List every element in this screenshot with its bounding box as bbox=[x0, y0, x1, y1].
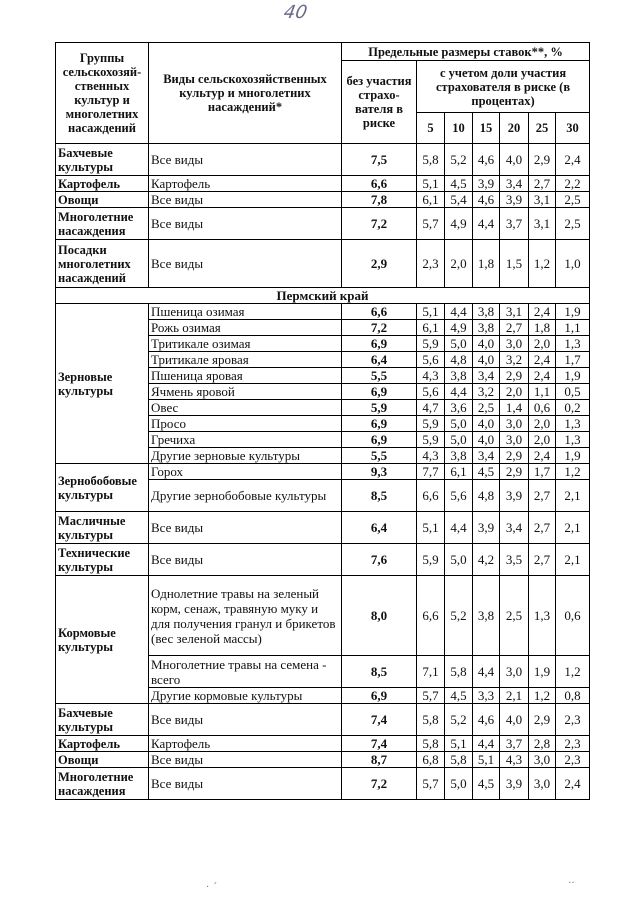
rate-cell: 4,2 bbox=[473, 544, 500, 576]
rate-cell: 5,1 bbox=[417, 512, 445, 544]
rate-cell: 5,6 bbox=[417, 352, 445, 368]
rate-cell: 5,8 bbox=[445, 656, 473, 688]
table-row bbox=[56, 144, 590, 176]
rate-cell: 0,8 bbox=[556, 688, 590, 704]
rate-cell: 0,2 bbox=[556, 400, 590, 416]
rate-cell: 1,8 bbox=[473, 240, 500, 288]
rate-cell: 2,0 bbox=[529, 336, 556, 352]
group-cell: Бахчевые культуры bbox=[56, 144, 149, 176]
rate-cell: 4,0 bbox=[500, 144, 529, 176]
rate-cell: 3,4 bbox=[500, 176, 529, 192]
rate-cell: 5,0 bbox=[445, 336, 473, 352]
rate-cell: 1,2 bbox=[529, 688, 556, 704]
crop-cell: Горох bbox=[149, 464, 342, 480]
rate-cell: 2,9 bbox=[529, 704, 556, 736]
crop-cell: Все виды bbox=[149, 544, 342, 576]
rate-cell: 2,1 bbox=[556, 544, 590, 576]
rate-cell: 2,9 bbox=[500, 448, 529, 464]
table-row bbox=[56, 240, 590, 288]
rate-cell: 3,2 bbox=[500, 352, 529, 368]
base-rate-cell: 7,4 bbox=[342, 736, 417, 752]
crop-cell: Многолетние травы на семена - всего bbox=[149, 656, 342, 688]
base-rate-cell: 7,5 bbox=[342, 144, 417, 176]
rate-cell: 1,9 bbox=[556, 448, 590, 464]
crop-cell: Все виды bbox=[149, 208, 342, 240]
rate-cell: 1,3 bbox=[556, 336, 590, 352]
rate-cell: 0,6 bbox=[529, 400, 556, 416]
base-rate-cell: 5,9 bbox=[342, 400, 417, 416]
rate-cell: 3,1 bbox=[529, 192, 556, 208]
rate-cell: 1,8 bbox=[529, 320, 556, 336]
rate-cell: 5,8 bbox=[417, 144, 445, 176]
table-row bbox=[56, 736, 590, 752]
rate-cell: 3,8 bbox=[445, 368, 473, 384]
page-number: 40 bbox=[282, 2, 309, 23]
table-row bbox=[56, 192, 590, 208]
rate-cell: 2,8 bbox=[529, 736, 556, 752]
rate-cell: 1,7 bbox=[556, 352, 590, 368]
rate-cell: 2,2 bbox=[556, 176, 590, 192]
insurance-rates-table bbox=[55, 42, 590, 800]
rate-cell: 3,4 bbox=[473, 368, 500, 384]
crop-cell: Пшеница яровая bbox=[149, 368, 342, 384]
group-cell: Овощи bbox=[56, 752, 149, 768]
rate-cell: 2,0 bbox=[445, 240, 473, 288]
rate-cell: 3,8 bbox=[473, 304, 500, 320]
rate-cell: 1,2 bbox=[556, 464, 590, 480]
rate-cell: 5,4 bbox=[445, 192, 473, 208]
crop-cell: Все виды bbox=[149, 752, 342, 768]
base-rate-cell: 7,2 bbox=[342, 320, 417, 336]
rate-cell: 2,4 bbox=[529, 448, 556, 464]
rate-cell: 1,2 bbox=[556, 656, 590, 688]
rate-cell: 3,3 bbox=[473, 688, 500, 704]
group-cell: Бахчевые культуры bbox=[56, 704, 149, 736]
crop-cell: Гречиха bbox=[149, 432, 342, 448]
crop-cell: Все виды bbox=[149, 240, 342, 288]
base-rate-cell: 6,9 bbox=[342, 336, 417, 352]
rate-cell: 5,0 bbox=[445, 768, 473, 800]
header-percent-30: 30 bbox=[556, 113, 590, 144]
header-types: Виды сельскохозяйственных культур и многолетних насаждений* bbox=[149, 43, 342, 144]
rate-cell: 1,3 bbox=[529, 576, 556, 656]
rate-cell: 4,4 bbox=[473, 208, 500, 240]
rate-cell: 1,9 bbox=[556, 304, 590, 320]
header-percent-20: 20 bbox=[500, 113, 529, 144]
rate-cell: 4,0 bbox=[473, 336, 500, 352]
group-cell: Картофель bbox=[56, 736, 149, 752]
rate-cell: 2,7 bbox=[529, 544, 556, 576]
crop-cell: Тритикале яровая bbox=[149, 352, 342, 368]
rate-cell: 2,4 bbox=[529, 368, 556, 384]
rate-cell: 2,7 bbox=[529, 512, 556, 544]
rate-cell: 2,1 bbox=[556, 512, 590, 544]
rate-cell: 4,8 bbox=[473, 480, 500, 512]
crop-cell: Картофель bbox=[149, 736, 342, 752]
base-rate-cell: 8,5 bbox=[342, 480, 417, 512]
rate-cell: 2,1 bbox=[556, 480, 590, 512]
crop-cell: Картофель bbox=[149, 176, 342, 192]
rate-cell: 7,1 bbox=[417, 656, 445, 688]
rate-cell: 3,7 bbox=[500, 736, 529, 752]
header-limits: Предельные размеры ставок**, % bbox=[342, 43, 590, 61]
rate-cell: 5,6 bbox=[445, 480, 473, 512]
crop-cell: Однолетние травы на зеленый корм, сенаж, травяную муку и для получения гранул и брикетов (вес зеленой массы) bbox=[149, 576, 342, 656]
rate-cell: 4,0 bbox=[473, 416, 500, 432]
rate-cell: 4,6 bbox=[473, 192, 500, 208]
rate-cell: 1,7 bbox=[529, 464, 556, 480]
region-row bbox=[56, 288, 590, 304]
header-with-participation: с учетом доли участия страхователя в риске (в процентах) bbox=[417, 61, 590, 113]
group-cell: Посадки многолетних насаждений bbox=[56, 240, 149, 288]
rate-cell: 2,9 bbox=[500, 464, 529, 480]
group-cell: Масличные культуры bbox=[56, 512, 149, 544]
rate-cell: 2,4 bbox=[529, 304, 556, 320]
base-rate-cell: 2,9 bbox=[342, 240, 417, 288]
base-rate-cell: 9,3 bbox=[342, 464, 417, 480]
rate-cell: 3,0 bbox=[500, 432, 529, 448]
rate-cell: 3,4 bbox=[473, 448, 500, 464]
crop-cell: Рожь озимая bbox=[149, 320, 342, 336]
rate-cell: 6,6 bbox=[417, 480, 445, 512]
rate-cell: 5,2 bbox=[445, 144, 473, 176]
rate-cell: 1,5 bbox=[500, 240, 529, 288]
rate-cell: 3,7 bbox=[500, 208, 529, 240]
group-cell: Технические культуры bbox=[56, 544, 149, 576]
base-rate-cell: 5,5 bbox=[342, 448, 417, 464]
group-cell: Многолетние насаждения bbox=[56, 768, 149, 800]
rate-cell: 3,8 bbox=[445, 448, 473, 464]
crop-cell: Просо bbox=[149, 416, 342, 432]
rate-cell: 5,2 bbox=[445, 704, 473, 736]
rate-cell: 4,4 bbox=[473, 656, 500, 688]
table-row bbox=[56, 752, 590, 768]
rate-cell: 3,0 bbox=[500, 656, 529, 688]
rate-cell: 5,0 bbox=[445, 544, 473, 576]
rate-cell: 0,6 bbox=[556, 576, 590, 656]
rate-cell: 2,4 bbox=[556, 768, 590, 800]
group-cell: Зерновые культуры bbox=[56, 304, 149, 464]
rate-cell: 2,0 bbox=[529, 416, 556, 432]
rate-cell: 7,7 bbox=[417, 464, 445, 480]
rate-cell: 2,3 bbox=[417, 240, 445, 288]
rate-cell: 6,6 bbox=[417, 576, 445, 656]
base-rate-cell: 6,9 bbox=[342, 432, 417, 448]
rate-cell: 4,5 bbox=[445, 688, 473, 704]
rate-cell: 4,5 bbox=[473, 768, 500, 800]
rate-cell: 3,0 bbox=[529, 752, 556, 768]
rate-cell: 4,4 bbox=[473, 736, 500, 752]
group-cell: Овощи bbox=[56, 192, 149, 208]
header-percent-15: 15 bbox=[473, 113, 500, 144]
group-cell: Кормовые культуры bbox=[56, 576, 149, 704]
rate-cell: 1,2 bbox=[529, 240, 556, 288]
crop-cell: Ячмень яровой bbox=[149, 384, 342, 400]
crop-cell: Овес bbox=[149, 400, 342, 416]
rate-cell: 3,6 bbox=[445, 400, 473, 416]
scan-speck: · ´ bbox=[206, 882, 218, 893]
rate-cell: 5,0 bbox=[445, 432, 473, 448]
crop-cell: Другие кормовые культуры bbox=[149, 688, 342, 704]
rate-cell: 2,5 bbox=[473, 400, 500, 416]
header-percent-10: 10 bbox=[445, 113, 473, 144]
base-rate-cell: 6,9 bbox=[342, 384, 417, 400]
crop-cell: Пшеница озимая bbox=[149, 304, 342, 320]
rate-cell: 3,2 bbox=[473, 384, 500, 400]
table-row bbox=[56, 304, 590, 320]
rate-cell: 5,1 bbox=[417, 176, 445, 192]
rate-cell: 5,9 bbox=[417, 432, 445, 448]
crop-cell: Другие зернобобовые культуры bbox=[149, 480, 342, 512]
rate-cell: 1,4 bbox=[500, 400, 529, 416]
rate-cell: 6,8 bbox=[417, 752, 445, 768]
rate-cell: 4,6 bbox=[473, 704, 500, 736]
rate-cell: 4,5 bbox=[445, 176, 473, 192]
rate-cell: 4,8 bbox=[445, 352, 473, 368]
rate-cell: 5,8 bbox=[445, 752, 473, 768]
rate-cell: 3,0 bbox=[500, 336, 529, 352]
rate-cell: 5,8 bbox=[417, 736, 445, 752]
base-rate-cell: 6,4 bbox=[342, 352, 417, 368]
rate-cell: 2,7 bbox=[529, 176, 556, 192]
rate-cell: 5,7 bbox=[417, 208, 445, 240]
rate-cell: 3,4 bbox=[500, 512, 529, 544]
rate-cell: 6,1 bbox=[417, 320, 445, 336]
crop-cell: Тритикале озимая bbox=[149, 336, 342, 352]
rate-cell: 3,9 bbox=[473, 512, 500, 544]
table-row bbox=[56, 704, 590, 736]
rate-cell: 2,7 bbox=[529, 480, 556, 512]
rate-cell: 4,4 bbox=[445, 304, 473, 320]
rate-cell: 3,0 bbox=[529, 768, 556, 800]
rate-cell: 5,1 bbox=[473, 752, 500, 768]
crop-cell: Все виды bbox=[149, 144, 342, 176]
base-rate-cell: 7,2 bbox=[342, 208, 417, 240]
rate-cell: 4,3 bbox=[417, 448, 445, 464]
header-groups: Группы сельскохозяй- ственных культур и многолетних насаждений bbox=[56, 43, 149, 144]
rate-cell: 5,9 bbox=[417, 336, 445, 352]
base-rate-cell: 7,4 bbox=[342, 704, 417, 736]
rate-cell: 5,2 bbox=[445, 576, 473, 656]
rate-cell: 2,5 bbox=[556, 208, 590, 240]
base-rate-cell: 8,0 bbox=[342, 576, 417, 656]
rate-cell: 4,4 bbox=[445, 512, 473, 544]
rate-cell: 3,0 bbox=[500, 416, 529, 432]
rate-cell: 2,5 bbox=[500, 576, 529, 656]
group-cell: Картофель bbox=[56, 176, 149, 192]
rate-cell: 3,9 bbox=[473, 176, 500, 192]
table-row bbox=[56, 208, 590, 240]
crop-cell: Все виды bbox=[149, 704, 342, 736]
rate-cell: 4,6 bbox=[473, 144, 500, 176]
rate-cell: 2,5 bbox=[556, 192, 590, 208]
base-rate-cell: 7,2 bbox=[342, 768, 417, 800]
rate-cell: 1,1 bbox=[556, 320, 590, 336]
rate-cell: 5,1 bbox=[445, 736, 473, 752]
base-rate-cell: 7,8 bbox=[342, 192, 417, 208]
rate-cell: 2,4 bbox=[529, 352, 556, 368]
rate-cell: 2,9 bbox=[500, 368, 529, 384]
rate-cell: 3,1 bbox=[529, 208, 556, 240]
rate-cell: 2,1 bbox=[500, 688, 529, 704]
table-row bbox=[56, 768, 590, 800]
rate-cell: 4,9 bbox=[445, 208, 473, 240]
crop-cell: Все виды bbox=[149, 512, 342, 544]
base-rate-cell: 7,6 bbox=[342, 544, 417, 576]
rate-cell: 4,5 bbox=[473, 464, 500, 480]
scan-speck: ‥ bbox=[568, 875, 575, 886]
base-rate-cell: 6,6 bbox=[342, 304, 417, 320]
rate-cell: 5,6 bbox=[417, 384, 445, 400]
rate-cell: 6,1 bbox=[417, 192, 445, 208]
rate-cell: 3,8 bbox=[473, 320, 500, 336]
table-row bbox=[56, 544, 590, 576]
rate-cell: 2,0 bbox=[529, 432, 556, 448]
table-row bbox=[56, 464, 590, 480]
base-rate-cell: 8,7 bbox=[342, 752, 417, 768]
table-row bbox=[56, 576, 590, 656]
rate-cell: 2,4 bbox=[556, 144, 590, 176]
rate-cell: 1,3 bbox=[556, 416, 590, 432]
rate-cell: 4,3 bbox=[417, 368, 445, 384]
header-percent-25: 25 bbox=[529, 113, 556, 144]
rate-cell: 2,7 bbox=[500, 320, 529, 336]
rate-cell: 2,3 bbox=[556, 704, 590, 736]
rate-cell: 4,3 bbox=[500, 752, 529, 768]
rate-cell: 4,0 bbox=[500, 704, 529, 736]
table-row bbox=[56, 176, 590, 192]
rate-cell: 3,9 bbox=[500, 192, 529, 208]
rate-cell: 3,8 bbox=[473, 576, 500, 656]
rate-cell: 2,3 bbox=[556, 752, 590, 768]
rate-cell: 5,9 bbox=[417, 544, 445, 576]
rate-cell: 6,1 bbox=[445, 464, 473, 480]
rate-cell: 5,0 bbox=[445, 416, 473, 432]
rate-cell: 5,8 bbox=[417, 704, 445, 736]
base-rate-cell: 5,5 bbox=[342, 368, 417, 384]
rate-cell: 5,7 bbox=[417, 688, 445, 704]
rate-cell: 5,7 bbox=[417, 768, 445, 800]
rate-cell: 1,0 bbox=[556, 240, 590, 288]
base-rate-cell: 8,5 bbox=[342, 656, 417, 688]
region-title: Пермский край bbox=[56, 288, 590, 304]
header-no-participation: без участия страхо- вателя в риске bbox=[342, 61, 417, 144]
rate-cell: 4,9 bbox=[445, 320, 473, 336]
rate-cell: 1,3 bbox=[556, 432, 590, 448]
rate-cell: 3,9 bbox=[500, 768, 529, 800]
rate-cell: 4,0 bbox=[473, 432, 500, 448]
rate-cell: 5,9 bbox=[417, 416, 445, 432]
base-rate-cell: 6,9 bbox=[342, 688, 417, 704]
rate-cell: 0,5 bbox=[556, 384, 590, 400]
rate-cell: 5,1 bbox=[417, 304, 445, 320]
rate-cell: 1,9 bbox=[529, 656, 556, 688]
header-percent-5: 5 bbox=[417, 113, 445, 144]
rate-cell: 3,9 bbox=[500, 480, 529, 512]
crop-cell: Все виды bbox=[149, 192, 342, 208]
rate-cell: 4,0 bbox=[473, 352, 500, 368]
group-cell: Зернобобовые культуры bbox=[56, 464, 149, 512]
crop-cell: Другие зерновые культуры bbox=[149, 448, 342, 464]
base-rate-cell: 6,4 bbox=[342, 512, 417, 544]
base-rate-cell: 6,6 bbox=[342, 176, 417, 192]
rate-cell: 1,1 bbox=[529, 384, 556, 400]
rate-cell: 3,5 bbox=[500, 544, 529, 576]
table-row bbox=[56, 512, 590, 544]
rate-cell: 3,1 bbox=[500, 304, 529, 320]
group-cell: Многолетние насаждения bbox=[56, 208, 149, 240]
rate-cell: 2,0 bbox=[500, 384, 529, 400]
rate-cell: 1,9 bbox=[556, 368, 590, 384]
base-rate-cell: 6,9 bbox=[342, 416, 417, 432]
crop-cell: Все виды bbox=[149, 768, 342, 800]
rate-cell: 2,3 bbox=[556, 736, 590, 752]
rate-cell: 4,4 bbox=[445, 384, 473, 400]
rate-cell: 2,9 bbox=[529, 144, 556, 176]
rate-cell: 4,7 bbox=[417, 400, 445, 416]
